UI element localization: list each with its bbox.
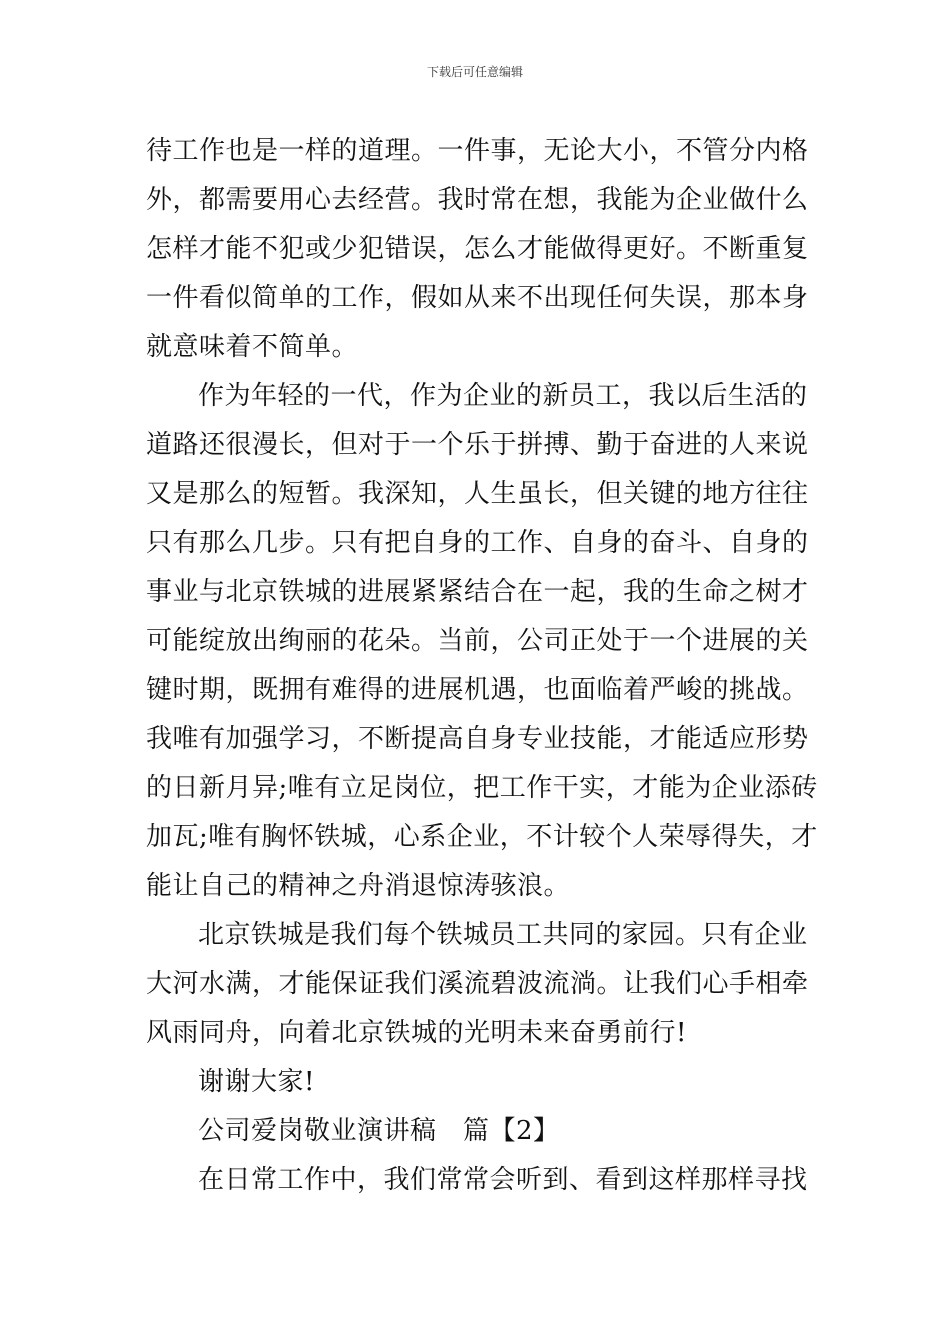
paragraph-start-line: 北京铁城是我们每个铁城员工共同的家园。只有企业: [198, 920, 808, 950]
text-line: 又是那么的短暂。我深知，人生虽长，但关键的地方往往: [146, 479, 809, 509]
paragraph-start-line: 作为年轻的一代，作为企业的新员工，我以后生活的: [198, 381, 808, 411]
text-line: 待工作也是一样的道理。一件事，无论大小，不管分内格: [146, 136, 809, 166]
text-line: 大河水满，才能保证我们溪流碧波流淌。让我们心手相牵: [146, 969, 809, 999]
text-line: 能让自己的精神之舟消退惊涛骇浪。: [146, 871, 571, 901]
text-line: 风雨同舟，向着北京铁城的光明未来奋勇前行!: [146, 1018, 687, 1048]
text-line: 怎样才能不犯或少犯错误，怎么才能做得更好。不断重复: [146, 234, 809, 264]
section-heading: 公司爱岗敬业演讲稿 篇【2】: [198, 1116, 560, 1146]
text-line: 的日新月异;唯有立足岗位，把工作干实，才能为企业添砖: [146, 773, 818, 803]
text-line: 只有那么几步。只有把自身的工作、自身的奋斗、自身的: [146, 528, 809, 558]
text-line: 道路还很漫长，但对于一个乐于拼搏、勤于奋进的人来说: [146, 430, 809, 460]
text-line: 我唯有加强学习，不断提高自身专业技能，才能适应形势: [146, 724, 809, 754]
text-line: 事业与北京铁城的进展紧紧结合在一起，我的生命之树才: [146, 577, 809, 607]
text-line: 键时期，既拥有难得的进展机遇，也面临着严峻的挑战。: [146, 675, 809, 705]
text-line: 外，都需要用心去经营。我时常在想，我能为企业做什么: [146, 185, 809, 215]
closing-line: 谢谢大家!: [198, 1067, 315, 1097]
paragraph-start-line: 在日常工作中，我们常常会听到、看到这样那样寻找: [198, 1165, 808, 1195]
text-line: 一件看似简单的工作，假如从来不出现任何失误，那本身: [146, 283, 809, 313]
page-header: 下载后可任意编辑: [426, 65, 523, 79]
text-line: 可能绽放出绚丽的花朵。当前，公司正处于一个进展的关: [146, 626, 809, 656]
text-line: 加瓦;唯有胸怀铁城，心系企业，不计较个人荣辱得失，才: [146, 822, 818, 852]
text-line: 就意味着不简单。: [146, 332, 359, 362]
document-body: [146, 127, 816, 1205]
